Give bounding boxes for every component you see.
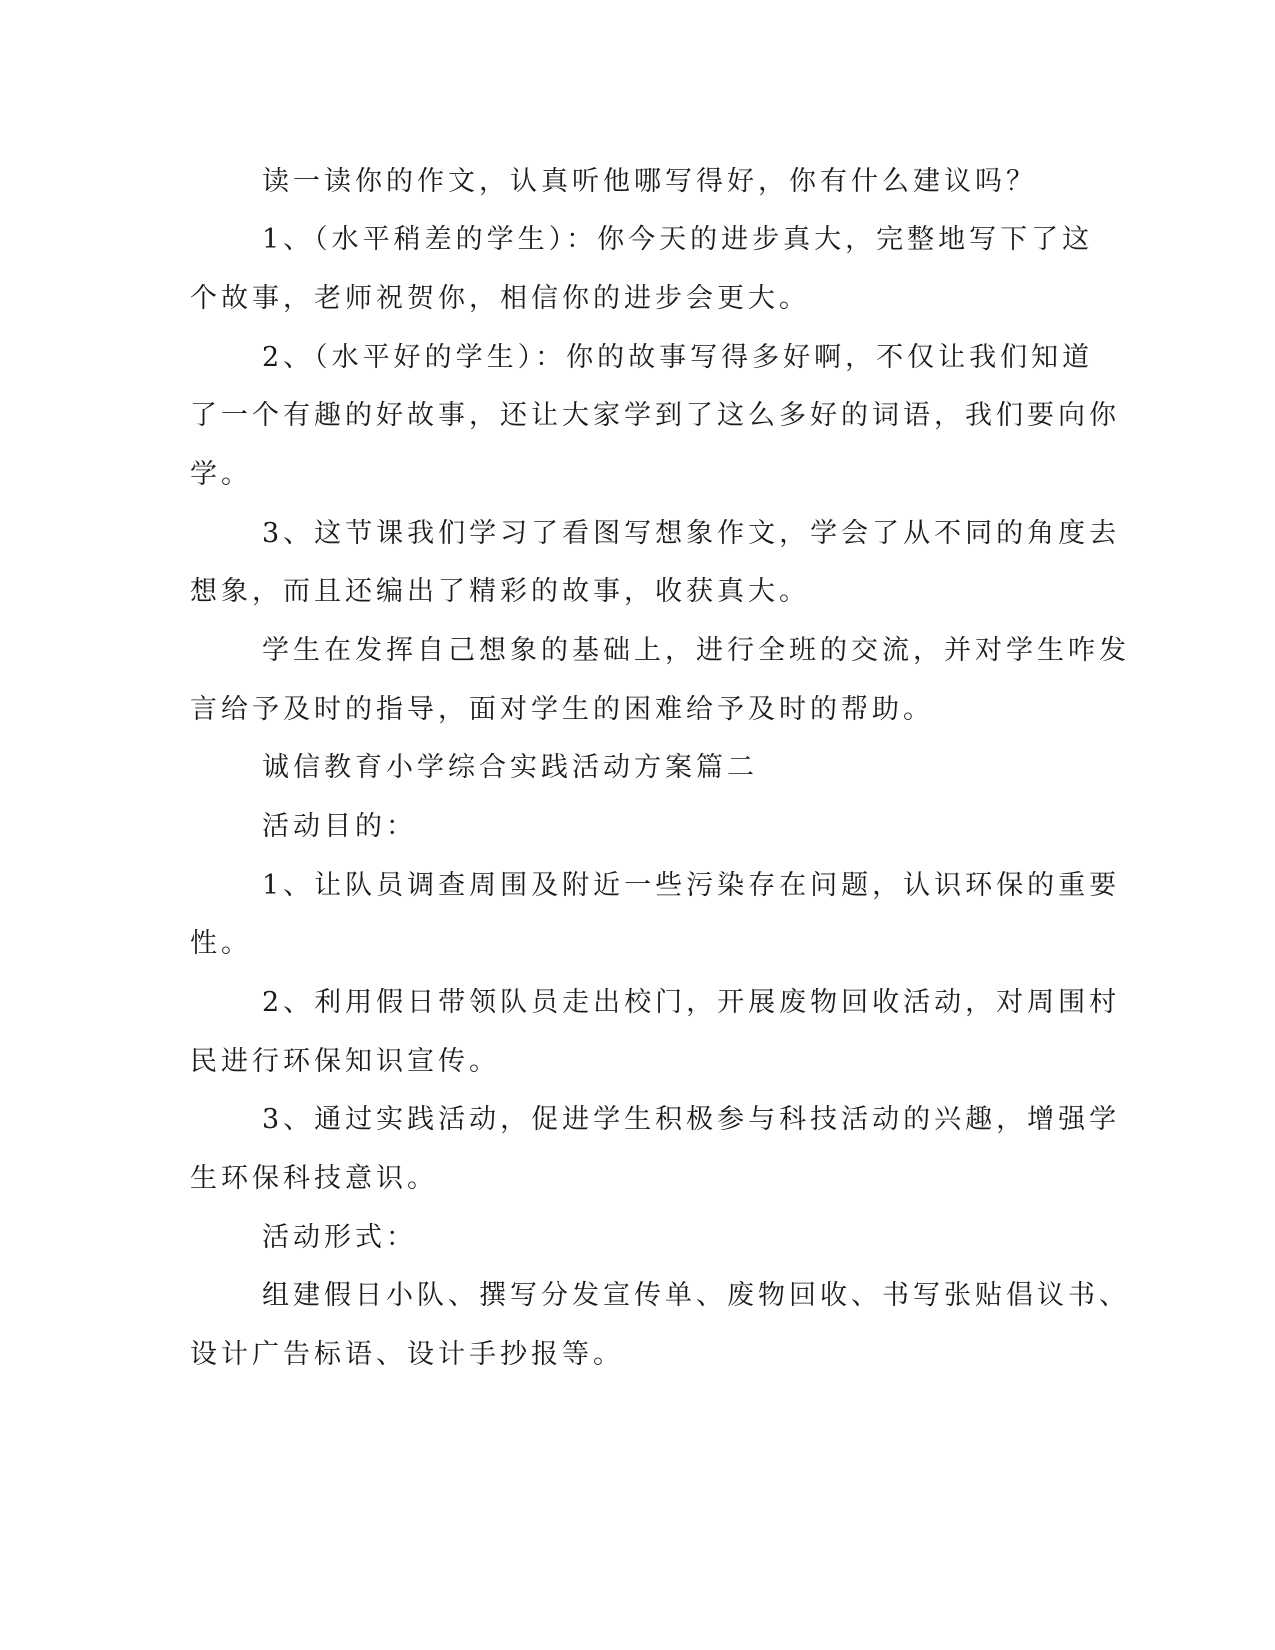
paragraph-line: 了一个有趣的好故事，还让大家学到了这么多好的词语，我们要向你 <box>190 400 1120 431</box>
paragraph-line: 民进行环保知识宣传。 <box>190 1046 500 1077</box>
section-heading: 诚信教育小学综合实践活动方案篇二 <box>262 752 758 783</box>
subheading-activity-goals: 活动目的： <box>262 811 417 842</box>
paragraph-line: 2、利用假日带领队员走出校门，开展废物回收活动，对周围村 <box>262 987 1121 1018</box>
paragraph-line: 性。 <box>190 928 252 959</box>
paragraph-line: 3、这节课我们学习了看图写想象作文，学会了从不同的角度去 <box>262 518 1121 549</box>
paragraph-line: 设计广告标语、设计手抄报等。 <box>190 1339 624 1370</box>
paragraph-line: 读一读你的作文，认真听他哪写得好，你有什么建议吗？ <box>262 166 1037 197</box>
paragraph-line: 想象，而且还编出了精彩的故事，收获真大。 <box>190 576 810 607</box>
paragraph-line: 1、（水平稍差的学生）：你今天的进步真大，完整地写下了这 <box>262 224 1094 255</box>
paragraph-line: 组建假日小队、撰写分发宣传单、废物回收、书写张贴倡议书、 <box>262 1280 1130 1311</box>
paragraph-line: 1、让队员调查周围及附近一些污染存在问题，认识环保的重要 <box>262 870 1121 901</box>
subheading-activity-form: 活动形式： <box>262 1222 417 1253</box>
paragraph-line: 个故事，老师祝贺你，相信你的进步会更大。 <box>190 283 810 314</box>
paragraph-line: 2、（水平好的学生）：你的故事写得多好啊，不仅让我们知道 <box>262 342 1094 373</box>
paragraph-line: 言给予及时的指导，面对学生的困难给予及时的帮助。 <box>190 694 934 725</box>
paragraph-line: 学生在发挥自己想象的基础上，进行全班的交流，并对学生咋发 <box>262 635 1130 666</box>
paragraph-line: 学。 <box>190 459 252 490</box>
paragraph-line: 3、通过实践活动，促进学生积极参与科技活动的兴趣，增强学 <box>262 1104 1121 1135</box>
paragraph-line: 生环保科技意识。 <box>190 1163 438 1194</box>
